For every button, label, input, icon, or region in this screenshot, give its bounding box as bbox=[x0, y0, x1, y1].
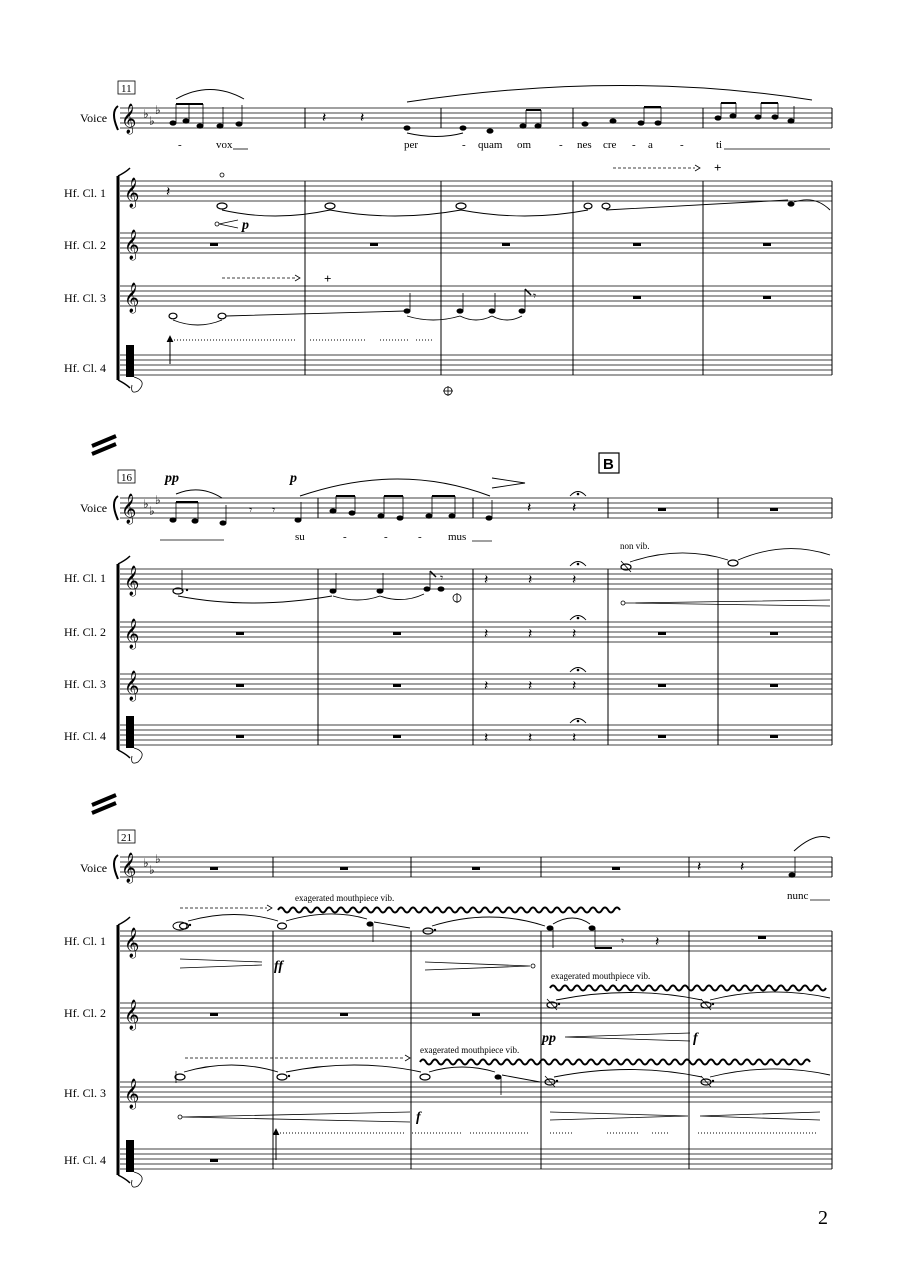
svg-text:𝄞: 𝄞 bbox=[124, 566, 140, 596]
dynamic-marking: ff bbox=[274, 959, 284, 974]
staff-hf-cl-4 bbox=[120, 355, 832, 375]
svg-text:𝄽: 𝄽 bbox=[484, 730, 489, 746]
staff-label-hf-cl-3: Hf. Cl. 3 bbox=[64, 291, 106, 305]
svg-text:a: a bbox=[648, 139, 653, 151]
svg-text:-: - bbox=[418, 531, 422, 543]
svg-text:𝄽: 𝄽 bbox=[740, 859, 745, 875]
svg-text:𝄞: 𝄞 bbox=[124, 928, 140, 958]
svg-text:♭: ♭ bbox=[143, 107, 149, 121]
svg-text:su: su bbox=[295, 531, 305, 543]
staff-label-hf-cl-1: Hf. Cl. 1 bbox=[64, 186, 106, 200]
staff-hf-cl-2 bbox=[120, 233, 832, 253]
svg-text:𝄽: 𝄽 bbox=[572, 626, 577, 642]
svg-text:♭: ♭ bbox=[143, 856, 149, 870]
svg-text:♭: ♭ bbox=[155, 493, 161, 507]
measure-number: 11 bbox=[121, 83, 132, 95]
svg-text:♭: ♭ bbox=[149, 114, 155, 128]
treble-clef-icon: 𝄞 bbox=[124, 230, 140, 260]
svg-text:𝄽: 𝄽 bbox=[360, 110, 365, 126]
svg-text:𝄾: 𝄾 bbox=[272, 503, 276, 517]
svg-text:𝄽: 𝄽 bbox=[697, 859, 702, 875]
staff-voice bbox=[120, 108, 832, 128]
percussion-clef-icon bbox=[126, 345, 134, 377]
svg-text:quam: quam bbox=[478, 139, 503, 151]
svg-text:om: om bbox=[517, 139, 532, 151]
staff-hf-cl-3 bbox=[120, 286, 832, 306]
svg-text:𝄽: 𝄽 bbox=[528, 678, 533, 694]
expression-text: exagerated mouthpiece vib. bbox=[551, 971, 651, 981]
treble-clef-icon: 𝄞 bbox=[121, 104, 137, 134]
measure-number: 21 bbox=[121, 832, 132, 844]
staff-label-voice: Voice bbox=[80, 501, 108, 515]
system-3 bbox=[64, 830, 832, 1187]
svg-text:-: - bbox=[178, 139, 182, 151]
double-slash-icon bbox=[92, 436, 116, 454]
svg-text:𝄞: 𝄞 bbox=[124, 1000, 140, 1030]
svg-text:cre: cre bbox=[603, 139, 617, 151]
svg-text:𝄽: 𝄽 bbox=[572, 730, 577, 746]
rehearsal-mark: B bbox=[603, 456, 614, 473]
page-number: 2 bbox=[818, 1207, 828, 1229]
svg-text:𝄞: 𝄞 bbox=[121, 494, 137, 524]
svg-text:𝄽: 𝄽 bbox=[528, 730, 533, 746]
expression-text: non vib. bbox=[620, 541, 650, 551]
svg-text:-: - bbox=[462, 139, 466, 151]
svg-text:𝄽: 𝄽 bbox=[572, 572, 577, 588]
svg-text:♭: ♭ bbox=[149, 863, 155, 877]
svg-text:-: - bbox=[343, 531, 347, 543]
svg-text:𝄽: 𝄽 bbox=[484, 572, 489, 588]
svg-text:𝄾: 𝄾 bbox=[249, 503, 253, 517]
treble-clef-icon: 𝄞 bbox=[124, 283, 140, 313]
staff-label-hf-cl-4: Hf. Cl. 4 bbox=[64, 1153, 106, 1167]
svg-text:𝄽: 𝄽 bbox=[655, 934, 660, 950]
staff-label-voice: Voice bbox=[80, 111, 108, 125]
staff-label-hf-cl-2: Hf. Cl. 2 bbox=[64, 238, 106, 252]
lyrics-system-1 bbox=[178, 139, 830, 151]
staff-label-hf-cl-2: Hf. Cl. 2 bbox=[64, 625, 106, 639]
staff-label-hf-cl-1: Hf. Cl. 1 bbox=[64, 571, 106, 585]
svg-text:𝄽: 𝄽 bbox=[166, 184, 171, 200]
svg-text:𝄽: 𝄽 bbox=[484, 678, 489, 694]
dynamic-marking: p bbox=[290, 471, 297, 486]
svg-text:𝄞: 𝄞 bbox=[124, 619, 140, 649]
svg-text:𝄽: 𝄽 bbox=[322, 110, 327, 126]
voice-notes bbox=[170, 113, 795, 133]
staff-label-voice: Voice bbox=[80, 861, 108, 875]
svg-text:per: per bbox=[404, 139, 419, 151]
svg-text:-: - bbox=[680, 139, 684, 151]
dynamic-marking: pp bbox=[542, 1031, 556, 1046]
svg-text:♭: ♭ bbox=[155, 852, 161, 866]
svg-text:𝄾: 𝄾 bbox=[533, 289, 537, 303]
dynamic-marking: f bbox=[693, 1031, 698, 1046]
svg-text:𝄽: 𝄽 bbox=[572, 678, 577, 694]
staff-hf-cl-1 bbox=[120, 181, 832, 201]
svg-text:𝄞: 𝄞 bbox=[124, 671, 140, 701]
svg-text:♭: ♭ bbox=[143, 497, 149, 511]
dynamic-marking: pp bbox=[165, 471, 179, 486]
double-slash-icon bbox=[92, 795, 116, 813]
svg-text:-: - bbox=[632, 139, 636, 151]
lyric-syllable: nunc bbox=[787, 890, 809, 902]
measure-number: 16 bbox=[121, 472, 132, 484]
svg-text:𝄞: 𝄞 bbox=[121, 853, 137, 883]
expression-text: exagerated mouthpiece vib. bbox=[420, 1045, 520, 1055]
staff-label-hf-cl-2: Hf. Cl. 2 bbox=[64, 1006, 106, 1020]
dynamic-marking: p bbox=[242, 218, 249, 233]
svg-text:𝄽: 𝄽 bbox=[572, 500, 577, 516]
svg-text:𝄽: 𝄽 bbox=[484, 626, 489, 642]
expression-text: exagerated mouthpiece vib. bbox=[295, 893, 395, 903]
treble-clef-icon: 𝄞 bbox=[124, 178, 140, 208]
system-1 bbox=[64, 81, 832, 396]
staff-label-hf-cl-4: Hf. Cl. 4 bbox=[64, 361, 106, 375]
staff-label-hf-cl-3: Hf. Cl. 3 bbox=[64, 1086, 106, 1100]
svg-text:𝄾: 𝄾 bbox=[440, 571, 444, 585]
svg-text:♭: ♭ bbox=[149, 504, 155, 518]
svg-text:𝄞: 𝄞 bbox=[124, 1079, 140, 1109]
system-2 bbox=[64, 453, 832, 763]
svg-text:𝄽: 𝄽 bbox=[528, 626, 533, 642]
svg-text:mus: mus bbox=[448, 531, 467, 543]
svg-text:𝄽: 𝄽 bbox=[528, 572, 533, 588]
staff-label-hf-cl-4: Hf. Cl. 4 bbox=[64, 729, 106, 743]
dynamic-marking: f bbox=[416, 1110, 421, 1125]
svg-text:♭: ♭ bbox=[155, 103, 161, 117]
lyrics-system-2 bbox=[160, 531, 492, 543]
staff-label-hf-cl-3: Hf. Cl. 3 bbox=[64, 677, 106, 691]
svg-text:nes: nes bbox=[577, 139, 592, 151]
svg-text:-: - bbox=[384, 531, 388, 543]
staff-label-hf-cl-1: Hf. Cl. 1 bbox=[64, 934, 106, 948]
svg-text:vox: vox bbox=[216, 139, 233, 151]
svg-text:ti: ti bbox=[716, 139, 723, 151]
svg-text:+: + bbox=[714, 160, 722, 175]
svg-text:𝄾: 𝄾 bbox=[621, 934, 625, 948]
svg-text:-: - bbox=[559, 139, 563, 151]
svg-text:+: + bbox=[324, 271, 332, 286]
svg-text:𝄽: 𝄽 bbox=[527, 500, 532, 516]
